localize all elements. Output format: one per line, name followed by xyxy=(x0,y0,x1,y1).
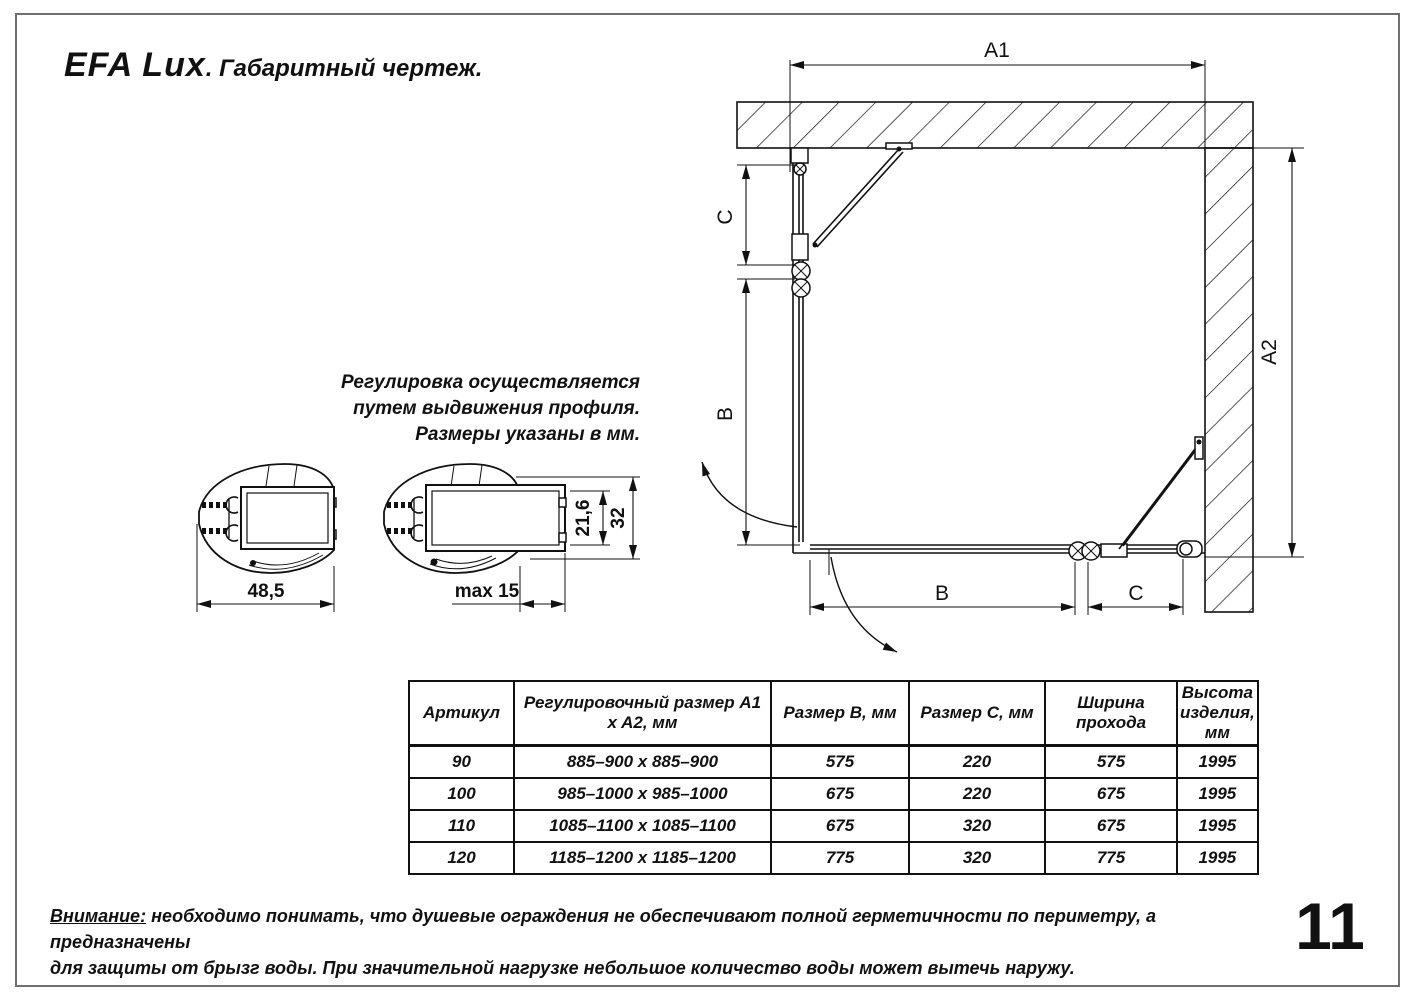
dimension-max-label: max 15 xyxy=(454,581,520,602)
cell-size-c: 320 xyxy=(909,810,1045,842)
adjustment-note xyxy=(330,370,640,448)
cell-pass-width: 775 xyxy=(1045,842,1177,874)
profile-extended xyxy=(384,464,566,573)
cell-size-c: 220 xyxy=(909,746,1045,779)
dimension-a1-label: A1 xyxy=(984,39,1010,62)
profile-cross-sections xyxy=(180,452,650,622)
dimension-b-left xyxy=(714,279,800,545)
cell-size-b: 575 xyxy=(771,746,909,779)
cell-size-b: 675 xyxy=(771,778,909,810)
cell-article: 100 xyxy=(409,778,514,810)
table-row xyxy=(409,810,1258,842)
cell-article: 120 xyxy=(409,842,514,874)
dimension-b-bottom-label: B xyxy=(934,582,950,605)
header-article: Артикул xyxy=(409,681,514,746)
table-row xyxy=(409,778,1258,810)
dimension-21-6 xyxy=(570,491,610,545)
cell-height: 1995 xyxy=(1177,746,1258,779)
table-row xyxy=(409,842,1258,874)
page-title-suffix: . Габаритный чертеж. xyxy=(205,55,483,82)
top-wall xyxy=(737,102,1253,148)
cell-article: 110 xyxy=(409,810,514,842)
dimension-width-label: 48,5 xyxy=(247,581,285,602)
dimension-b-bottom xyxy=(810,560,1075,615)
cell-size-c: 320 xyxy=(909,842,1045,874)
note-line-3: Размеры указаны в мм. xyxy=(415,424,640,445)
header-size-b: Размер B, мм xyxy=(771,681,909,746)
page-title xyxy=(64,46,482,85)
dimension-b-left-label: B xyxy=(714,406,737,422)
dimension-c-bottom-label: C xyxy=(1128,582,1144,605)
warning-text xyxy=(50,903,1240,981)
cell-height: 1995 xyxy=(1177,810,1258,842)
cell-height: 1995 xyxy=(1177,778,1258,810)
cell-adjust-size: 1085–1100 x 1085–1100 xyxy=(514,810,771,842)
spec-table-header-row xyxy=(409,681,1258,746)
dimension-c-left xyxy=(714,165,797,265)
cell-article: 90 xyxy=(409,746,514,779)
header-adjust-size: Регулировочный размер A1 x A2, мм xyxy=(514,681,771,746)
support-bar-bottom xyxy=(1119,437,1203,549)
door-handle-left xyxy=(792,234,808,260)
cell-adjust-size: 985–1000 x 985–1000 xyxy=(514,778,771,810)
cell-pass-width: 675 xyxy=(1045,810,1177,842)
wall-bracket-top xyxy=(791,148,808,163)
dimension-c-bottom xyxy=(1088,559,1183,615)
right-wall xyxy=(1205,148,1253,612)
page-number: 11 xyxy=(1295,889,1365,963)
cell-adjust-size: 1185–1200 x 1185–1200 xyxy=(514,842,771,874)
spec-table xyxy=(408,680,1259,875)
plan-view-drawing xyxy=(690,30,1310,670)
dimension-a2-label: A2 xyxy=(1258,339,1281,365)
warning-label: Внимание: xyxy=(50,906,147,926)
cell-size-c: 220 xyxy=(909,778,1045,810)
dimension-c-left-label: C xyxy=(714,209,737,225)
support-bar-top xyxy=(813,143,913,248)
dimension-outer-height-label: 32 xyxy=(608,507,629,529)
warning-line-2: для защиты от брызг воды. При значительной нагрузке небольшое количество воды может вытечь наружу. xyxy=(50,958,1075,978)
header-size-c: Размер C, мм xyxy=(909,681,1045,746)
cell-pass-width: 575 xyxy=(1045,746,1177,779)
cell-pass-width: 675 xyxy=(1045,778,1177,810)
dimension-inner-height-label: 21,6 xyxy=(573,499,594,537)
note-line-2: путем выдвижения профиля. xyxy=(353,398,640,419)
table-row xyxy=(409,746,1258,779)
cell-adjust-size: 885–900 x 885–900 xyxy=(514,746,771,779)
product-name: EFA Lux xyxy=(64,46,206,84)
cell-size-b: 675 xyxy=(771,810,909,842)
cell-size-b: 775 xyxy=(771,842,909,874)
header-height: Высота изделия, мм xyxy=(1177,681,1258,746)
note-line-1: Регулировка осуществляется xyxy=(340,372,640,393)
bottom-glass-panel xyxy=(793,541,1205,575)
warning-line-1: необходимо понимать, что душевые ограждения не обеспечивают полной герметичности по периметру, а предназначены xyxy=(50,906,1157,952)
cell-height: 1995 xyxy=(1177,842,1258,874)
left-glass-door xyxy=(791,148,810,553)
header-pass-width: Ширина прохода xyxy=(1045,681,1177,746)
profile-retracted xyxy=(199,464,336,573)
